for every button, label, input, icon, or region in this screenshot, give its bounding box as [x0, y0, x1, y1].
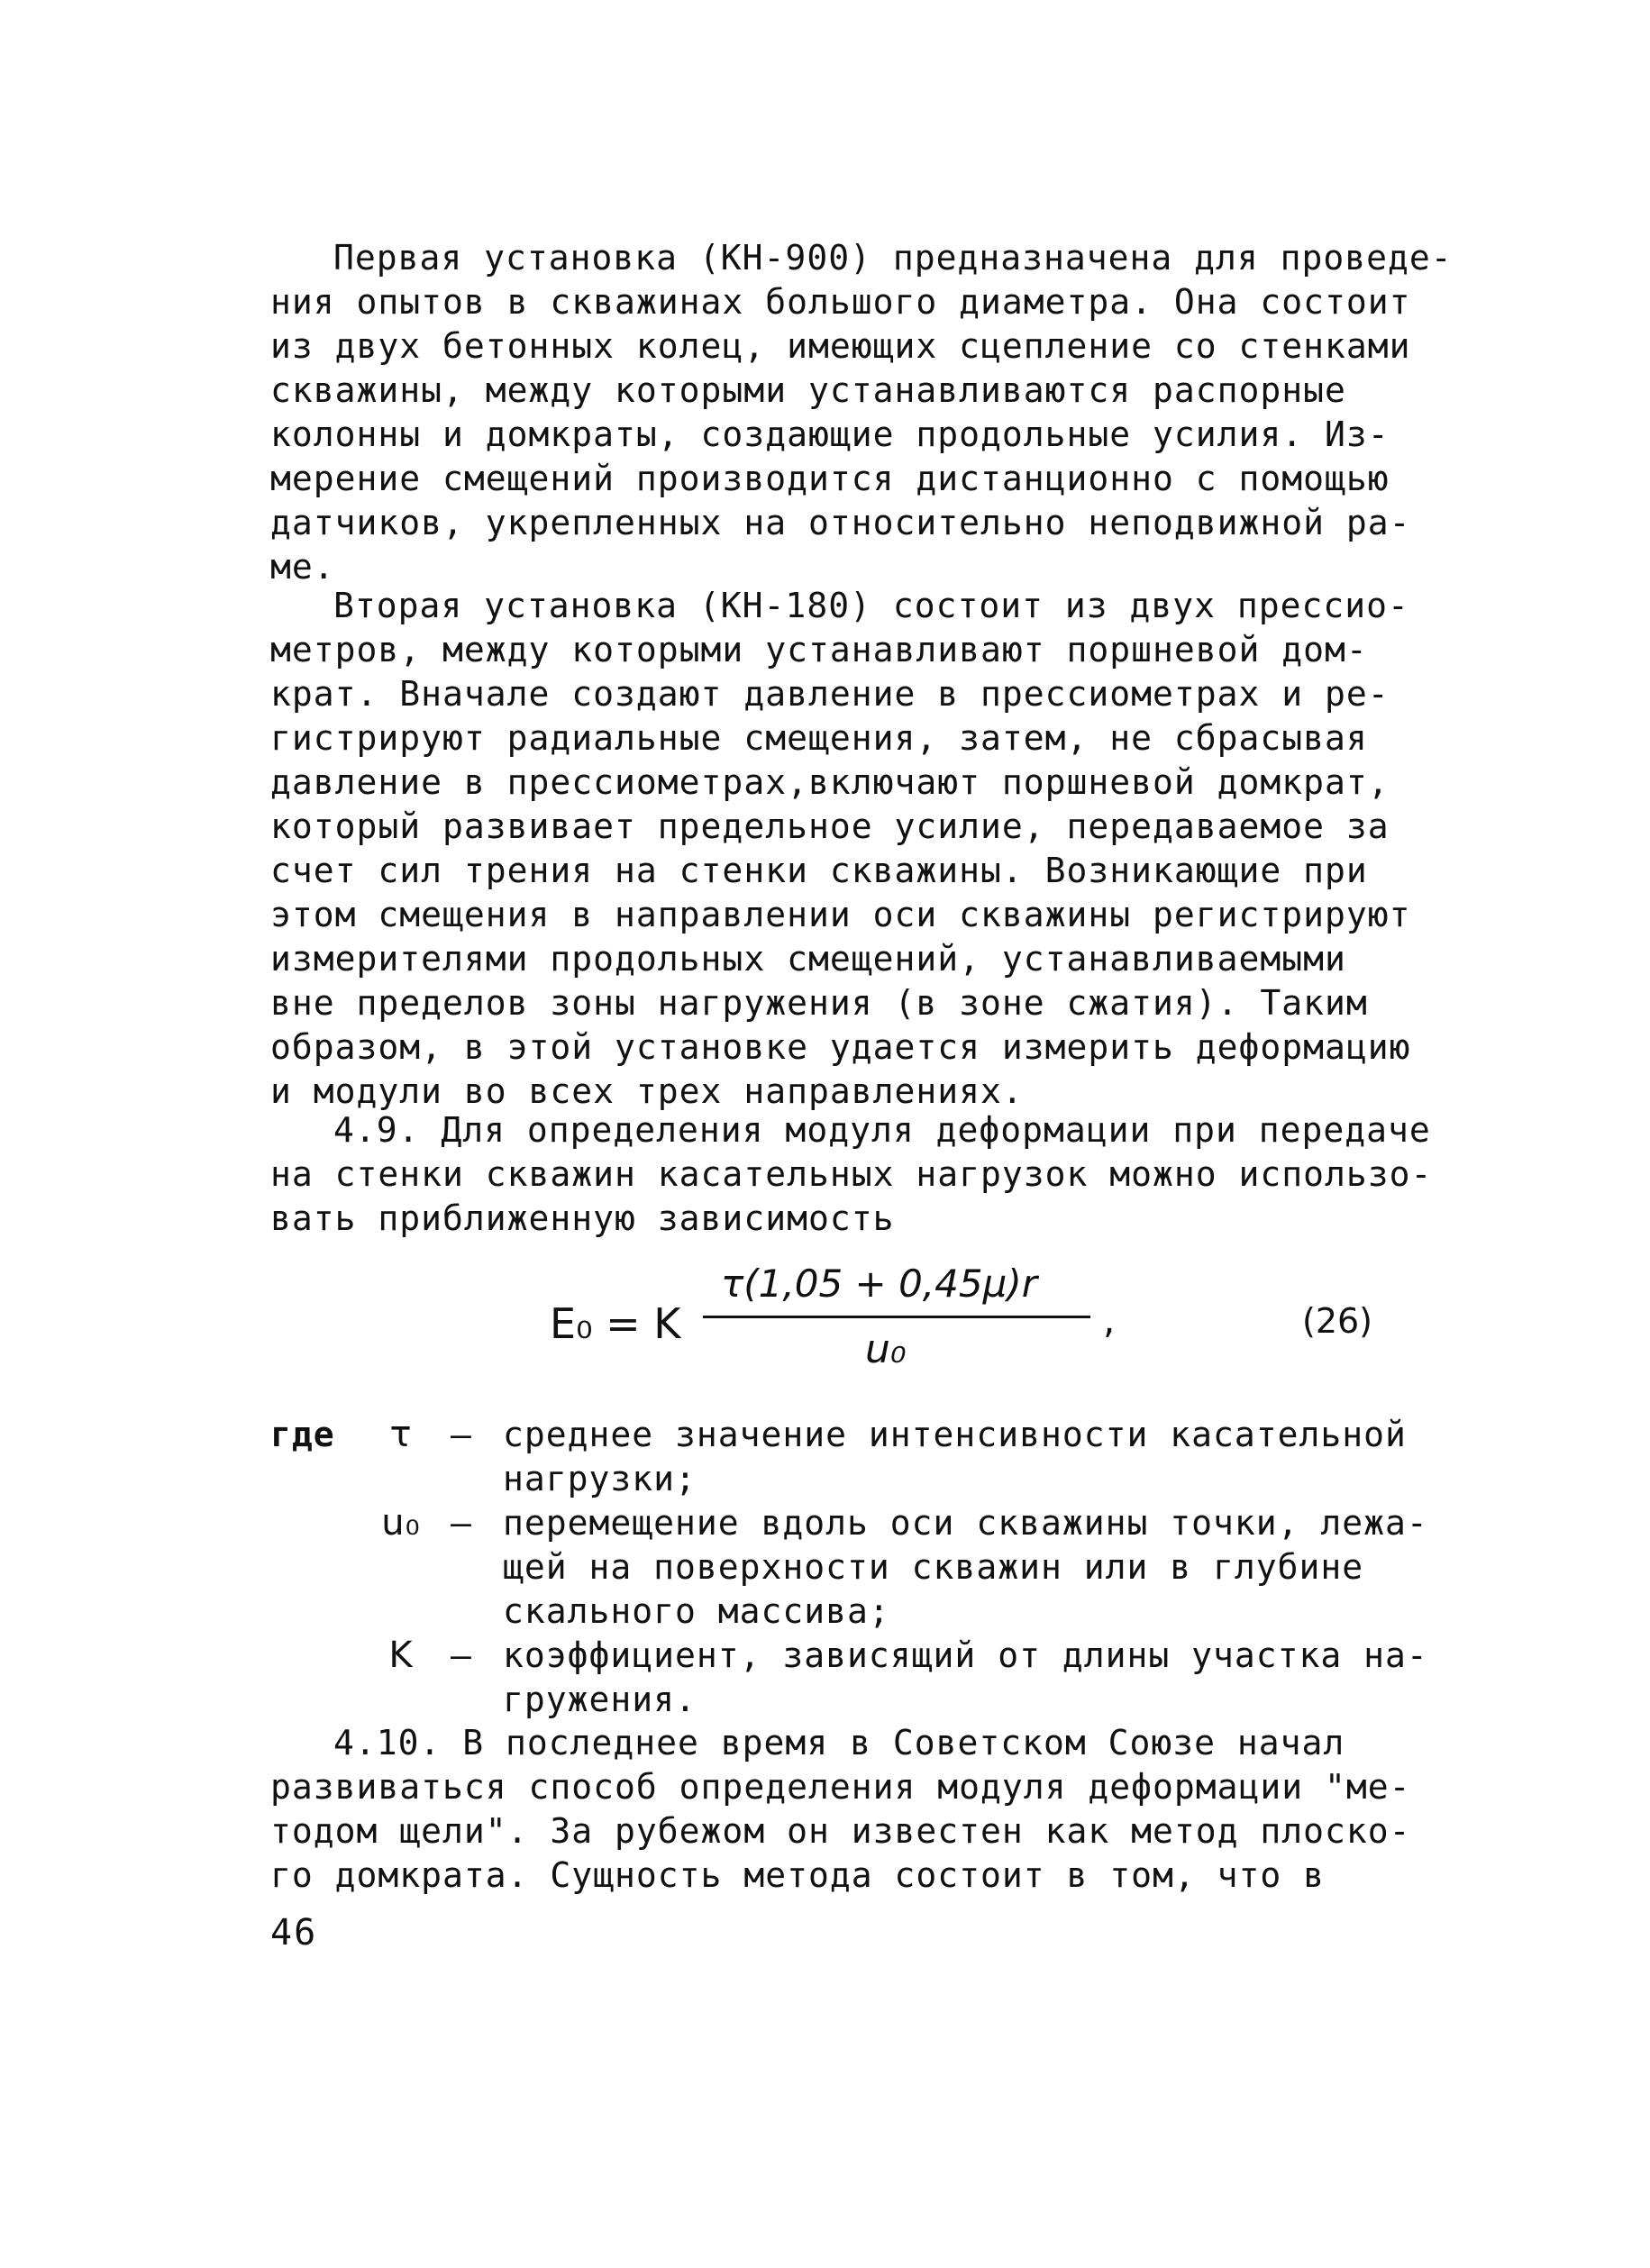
text-line: давление в прессиометрах,включают поршневой домкрат, [270, 762, 1390, 802]
fraction-bar [703, 1316, 1090, 1318]
definition-symbol: τ [389, 1414, 413, 1455]
text-line: гружения. [503, 1680, 697, 1719]
text-line: измерителями продольных смещений, устанавливаемыми [270, 939, 1346, 979]
text-line: из двух бетонных колец, имеющих сцепление со стенками [270, 326, 1411, 366]
text-line: 4.9. Для определения модуля деформации при передаче [333, 1110, 1431, 1150]
text-line: который развивает предельное усилие, передаваемое за [270, 806, 1390, 846]
text-line: нагрузки; [503, 1459, 697, 1498]
text-line: и модули во всех трех направлениях. [270, 1071, 1024, 1111]
formula-denominator: u₀ [865, 1326, 907, 1372]
text-line: щей на поверхности скважин или в глубине [503, 1547, 1364, 1587]
definition-item [270, 1413, 1478, 1501]
text-line: счет сил трения на стенки скважины. Возникающие при [270, 851, 1368, 890]
text-line: 4.10. В последнее время в Советском Союзе начал [333, 1723, 1345, 1762]
paragraph-section-4-10 [270, 1721, 1469, 1898]
formula-trailing-comma: , [1103, 1298, 1116, 1342]
text-line: Вторая установка (КН-180) состоит из двух прессио- [333, 586, 1409, 625]
text-line: метров, между которыми устанавливают поршневой дом- [270, 630, 1368, 669]
definitions-list [270, 1413, 1478, 1722]
page-number: 46 [270, 1912, 318, 1954]
formula-lhs: E₀ = K [550, 1299, 681, 1348]
formula-numerator: τ(1,05 + 0,45μ)r [721, 1262, 1037, 1306]
definition-dash: – [451, 1503, 472, 1543]
text-line: Первая установка (КН-900) предназначена для проведе- [333, 238, 1453, 278]
text-line: этом смещения в направлении оси скважины регистрируют [270, 895, 1411, 934]
definitions-lead-word: где [270, 1415, 335, 1454]
text-line: крат. Вначале создают давление в прессиометрах и ре- [270, 674, 1390, 714]
text-line: мерение смещений производится дистанционно с помощью [270, 459, 1390, 498]
definition-dash: – [451, 1635, 472, 1675]
text-line: перемещение вдоль оси скважины точки, лежа- [503, 1503, 1428, 1543]
text-line: коэффициент, зависящий от длины участка на- [503, 1635, 1428, 1675]
text-line: вне пределов зоны нагружения (в зоне сжатия). Таким [270, 983, 1368, 1023]
text-line: гистрируют радиальные смещения, затем, не сбрасывая [270, 718, 1368, 758]
definition-dash: – [451, 1415, 472, 1454]
text-line: датчиков, укрепленных на относительно неподвижной ра- [270, 503, 1411, 542]
text-line: среднее значение интенсивности касательной [503, 1415, 1407, 1454]
text-line: на стенки скважин касательных нагрузок можно использо- [270, 1154, 1433, 1194]
text-line: тодом щели". За рубежом он известен как метод плоско- [270, 1811, 1411, 1851]
text-line: развиваться способ определения модуля деформации "ме- [270, 1767, 1411, 1807]
paragraph-second-installation [270, 584, 1469, 1114]
definition-item [270, 1634, 1478, 1722]
formula-26 [550, 1262, 1478, 1388]
text-line: ме. [270, 547, 335, 587]
text-line: ния опытов в скважинах большого диаметра. Она состоит [270, 282, 1411, 322]
text-line: колонны и домкраты, создающие продольные усилия. Из- [270, 414, 1390, 454]
definition-item [270, 1501, 1478, 1634]
text-line: скважины, между которыми устанавливаются распорные [270, 370, 1346, 410]
paragraph-section-4-9 [270, 1108, 1469, 1241]
text-line: скального массива; [503, 1591, 890, 1631]
text-line: го домкрата. Сущность метода состоит в том, что в [270, 1855, 1326, 1895]
text-line: образом, в этой установке удается измерить деформацию [270, 1027, 1411, 1067]
formula-number: (26) [1302, 1301, 1373, 1341]
paragraph-first-installation [270, 236, 1469, 589]
definition-symbol: K [388, 1635, 414, 1676]
definition-symbol: u₀ [381, 1502, 421, 1544]
text-line: вать приближенную зависимость [270, 1198, 895, 1238]
